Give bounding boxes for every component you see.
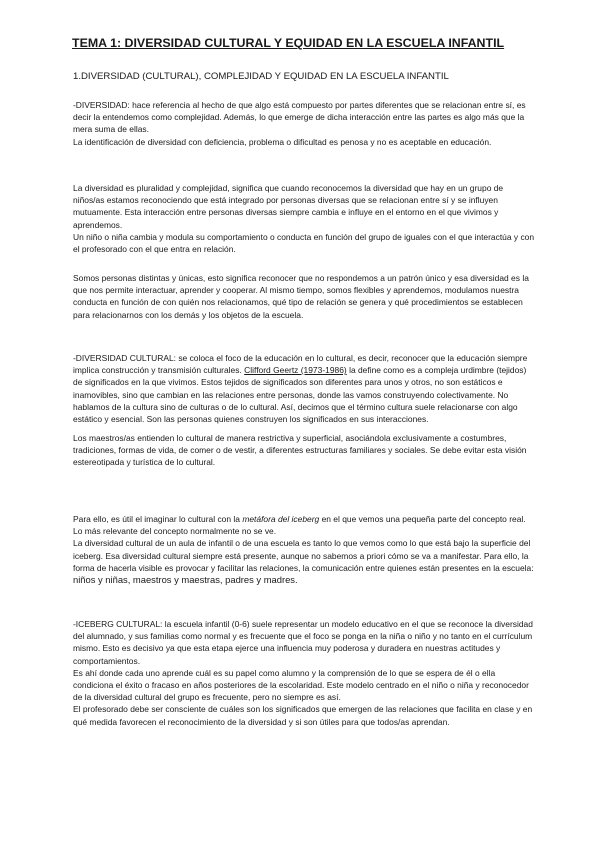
paragraph-diversidad-cultural [73,352,535,425]
paragraph-iceberg-metafora [73,513,535,586]
text-run: -DIVERSIDAD CULTURAL: se coloca el foco de la educación en lo cultural, es decir, reconocer que la educación siempre implica construcción y transmisión culturales. [73,353,528,376]
paragraph-text: La diversidad es pluralidad y complejidad, significa que cuando reconocemos la diversidad que hay en un grupo de niños/as estamos reconociendo que está integrado por personas diversas que se relacionan entre sí y se influyen mutuamente. Esta interacción entre personas diversas siempre cambia e influye en el entorno en el que vivimos y aprendemos. [73,183,504,230]
paragraph-text [73,537,535,586]
paragraph-personas [73,272,535,321]
paragraph-pluralidad [73,182,535,255]
paragraph-text: Un niño o niña cambia y modula su comportamiento o conducta en función del grupo de iguales con el que interactúa y con el profesorado con el que entra en relación. [73,231,535,255]
paragraph-text: El profesorado debe ser consciente de cuáles son los significados que emergen de las relaciones que facilita en clase y en qué medida favorecen el reconocimiento de la diversidad y si son útiles para que todos/as aprendan. [73,704,533,727]
citation-link[interactable]: Clifford Geertz (1973-1986) [244,365,347,376]
page-title: TEMA 1: DIVERSIDAD CULTURAL Y EQUIDAD EN LA ESCUELA INFANTIL [72,36,505,50]
paragraph-text: La identificación de diversidad con deficiencia, problema o dificultad es penosa y no es aceptable en educación. [73,136,492,147]
emphasis-text: niños y niñas, maestros y maestras, padres y madres. [73,574,298,586]
paragraph-text [73,352,535,425]
italic-text: metáfora del iceberg [242,514,320,524]
text-run: la define como es a compleja urdimbre (tejidos) de significados en la que vivimos. Estos tejidos de significados son diferentes para unos y otros, no son estáticos e inamovibles, sino que cambian en las relaciones entre personas, donde las vamos construyendo colectivamente. No hablamos de la cultura sino de culturas o de lo cultural. Así, decimos que el término cultura suele relacionarse con algo estático y esencial. Son las personas quienes construyen los significados en sus interacciones. [73,365,527,425]
paragraph-text: Los maestros/as entienden lo cultural de manera restrictiva y superficial, asociándola exclusivamente a costumbres, tradiciones, formas de vida, de comer o de vestir, a diferentes estructuras familiares y sociales. Se debe evitar esta visión estereotipada y turística de lo cultural. [73,433,527,468]
text-run: en el que vemos una pequeña parte del concepto real. Lo más relevante del concepto normalmente no se ve. [73,514,526,537]
paragraph-iceberg-cultural [73,618,535,728]
paragraph-diversidad [73,99,535,148]
section-heading: 1.DIVERSIDAD (CULTURAL), COMPLEJIDAD Y EQUIDAD EN LA ESCUELA INFANTIL [73,71,449,82]
paragraph-text: -ICEBERG CULTURAL: la escuela infantil (0-6) suele representar un modelo educativo en el que se reconoce la diversidad del alumnado, y sus familias como normal y es frecuente que el foco se ponga en la niña o niño y no tanto en el currículum mismo. Esto es decisivo ya que esta etapa ejerce una influencia muy poderosa y duradera en nuestras actitudes y comportamientos. [73,619,533,666]
paragraph-text: -DIVERSIDAD: hace referencia al hecho de que algo está compuesto por partes diferentes que se relacionan entre sí, es decir la entendemos como complejidad. Además, lo que emerge de dicha interacción entre las partes es algo más que la mera suma de ellas. [73,100,526,135]
text-run: La diversidad cultural de un aula de infantil o de una escuela es tanto lo que vemos como lo que está bajo la superficie del iceberg. Esa diversidad cultural siempre está presente, aunque no sabemos a priori cómo se va a manifestar. Para ello, la forma de hacerla visible es provocar y facilitar las relaciones, la comunicación entre quienes están presentes en la escuela: [73,538,534,573]
paragraph-text: Es ahí donde cada uno aprende cuál es su papel como alumno y la comprensión de lo que se espera de él o ella condiciona el éxito o fracaso en años posteriores de la escolaridad. Este modelo centrado en el niño o niña y reconocedor de la diversidad cultural del grupo es frecuente, pero no siempre es así. [73,667,529,703]
paragraph-text [73,513,535,537]
text-run: Para ello, es útil el imaginar lo cultural con la [73,514,243,524]
paragraph-maestros [73,432,535,469]
paragraph-text: Somos personas distintas y únicas, esto significa reconocer que no respondemos a un patrón único y esa diversidad es la que nos permite interactuar, aprender y cooperar. Al mismo tiempo, somos flexibles y aprendemos, modulamos nuestra conducta en función de con quién nos relacionamos, qué tipo de relación se genera y qué procedimientos se establecen para relacionarnos con los demás y los objetos de la escuela. [73,273,529,320]
